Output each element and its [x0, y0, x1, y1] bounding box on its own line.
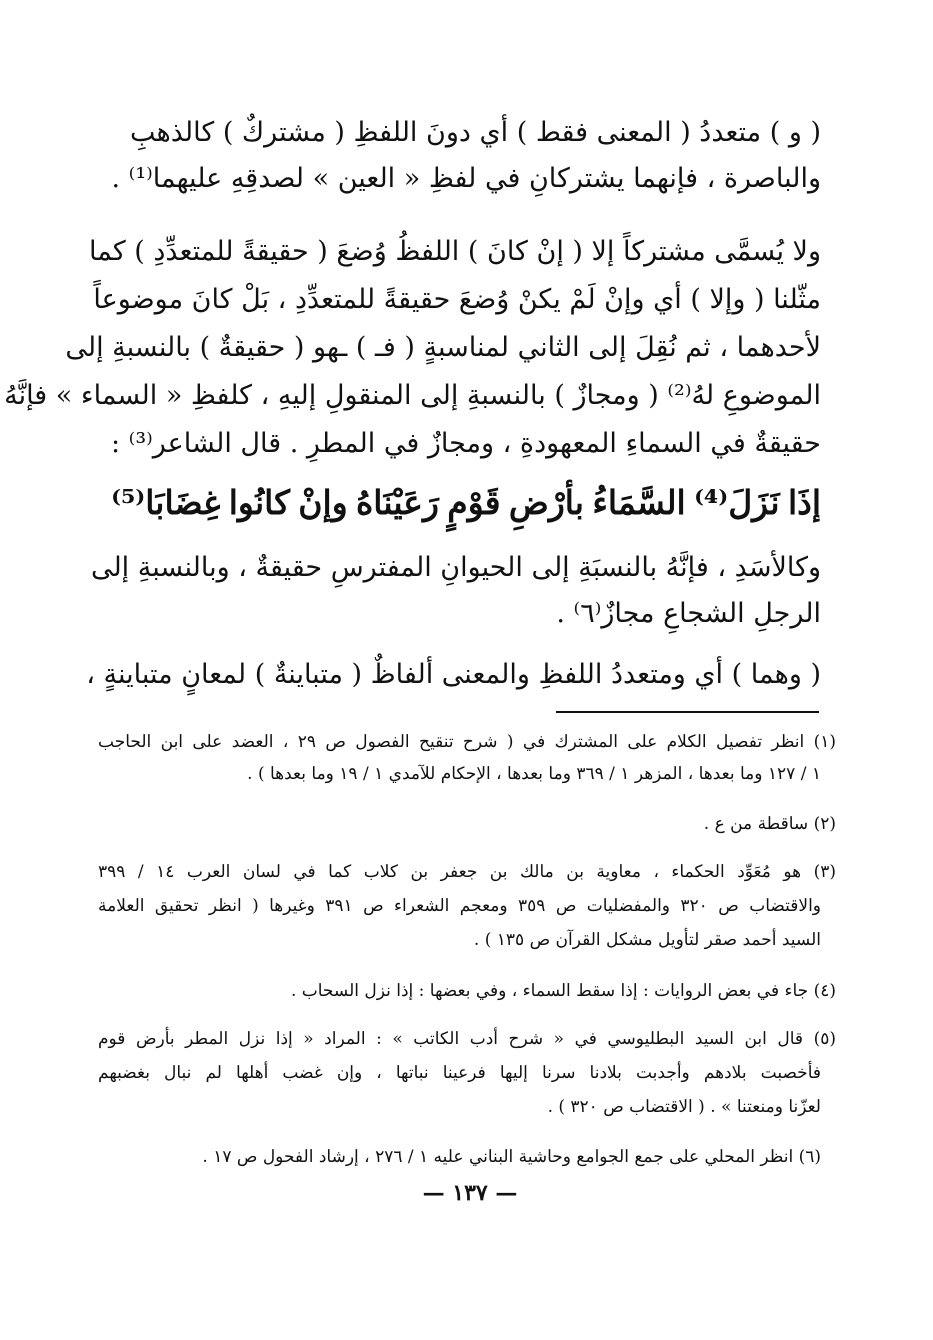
text-line-8: وكالأسَدِ ، فإنَّهُ بالنسبَةِ إلى الحيوانِ المفترسِ حقيقةٌ ، وبالنسبةِ إلى — [90, 552, 821, 583]
footnote-6: (٦) انظر المحلي على جمع الجوامع وحاشية البناني عليه ١ / ٢٧٦ ، إرشاد الفحول ص ١٧ . — [202, 1147, 821, 1167]
text-line-9: الرجلِ الشجاعِ مجازٌ⁽٦⁾ . — [556, 598, 821, 629]
text-line-3: ولا يُسمَّى مشتركاً إلا ( إنْ كانَ ) اللفظُ وُضعَ ( حقيقةً للمتعدِّدِ ) كما — [88, 236, 821, 267]
text-line-2: والباصرة ، فإنهما يشتركانِ في لفظِ « العين » لصدقِهِ عليهما⁽¹⁾ . — [111, 163, 821, 194]
footnote-divider — [556, 711, 819, 713]
text-line-5: لأحدهما ، ثم نُقِلَ إلى الثاني لمناسبةٍ ( فـ ) ـهو ( حقيقةٌ ) بالنسبةِ إلى — [65, 332, 821, 363]
verse-word: نَزَلَ⁽⁴⁾ — [694, 483, 780, 522]
footnote-3-cont-2: السيد أحمد صقر لتأويل مشكل القرآن ص ١٣٥ ) . — [473, 930, 821, 950]
text-line-6: الموضوعِ لهُ⁽²⁾ ( ومجازٌ ) بالنسبةِ إلى المنقولِ إليهِ ، كلفظِ « السماء » فإنَّهُ — [4, 380, 821, 411]
footnote-2: (٢) ساقطة من ع . — [703, 814, 836, 834]
verse-word: وإنْ — [298, 483, 348, 522]
page-number: — ١٣٧ — — [422, 1180, 518, 1206]
verse-word: كانُوا — [228, 483, 290, 522]
footnote-3-cont-1: والاقتضاب ص ٣٢٠ والمفضليات ص ٣٥٩ ومعجم الشعراء ص ٣٩١ وغيرها ( انظر تحقيق العلامة — [98, 896, 821, 916]
footnote-5: (٥) قال ابن السيد البطليوسي في « شرح أدب الكاتب » : المراد « إذا نزل المطر بأرض قوم — [98, 1029, 836, 1049]
verse-word: رَعَيْنَاهُ — [356, 483, 439, 522]
footnote-3: (٣) هو مُعَوِّد الحكماء ، معاوية بن مالك بن جعفر بن كلاب كما في لسان العرب ١٤ / ٣٩٩ — [98, 862, 836, 882]
footnote-5-cont-1: فأخصبت بلادهم وأجدبت بلادنا سرنا إليها فرعينا نباتها ، وإن غضب أهلها لم نبال بغضبهم — [98, 1063, 821, 1083]
footnote-1-cont: ١ / ١٢٧ وما بعدها ، المزهر ١ / ٣٦٩ وما بعدها ، الإحكام للآمدي ١ / ١٩ وما بعدها ) . — [247, 764, 821, 784]
text-line-10: ( وهما ) أي ومتعددُ اللفظِ والمعنى ألفاظٌ ( متباينةٌ ) لمعانٍ متباينةٍ ، — [86, 659, 821, 690]
footnote-5-cont-2: لعزّنا ومنعتنا » . ( الاقتضاب ص ٣٢٠ ) . — [547, 1097, 821, 1117]
text-line-4: مثّلنا ( وإلا ) أي وإنْ لَمْ يكنْ وُضعَ حقيقةً للمتعدِّدِ ، بَلْ كانَ موضوعاً — [93, 284, 821, 315]
verse-word: بأرْضِ — [508, 483, 584, 522]
text-line-7: حقيقةٌ في السماءِ المعهودةِ ، ومجازٌ في المطرِ . قال الشاعر⁽³⁾ : — [111, 428, 821, 459]
verse-word: السَّمَاءُ — [592, 483, 686, 522]
text-line-1: ( و ) متعددُ ( المعنى فقط ) أي دونَ اللفظِ ( مشتركٌ ) كالذهبِ — [130, 117, 821, 148]
footnote-4: (٤) جاء في بعض الروايات : إذا سقط السماء ، وفي بعضها : إذا نزل السحاب . — [290, 981, 836, 1001]
verse-word: قَوْمٍ — [447, 483, 501, 522]
verse-word: إذَا — [787, 483, 821, 522]
footnote-1: (١) انظر تفصيل الكلام على المشترك في ( شرح تنقيح الفصول ص ٢٩ ، العضد على ابن الحاجب — [98, 732, 836, 752]
poetry-verse — [111, 478, 821, 528]
verse-word: غِضَابَا⁽⁵⁾ — [111, 483, 221, 522]
